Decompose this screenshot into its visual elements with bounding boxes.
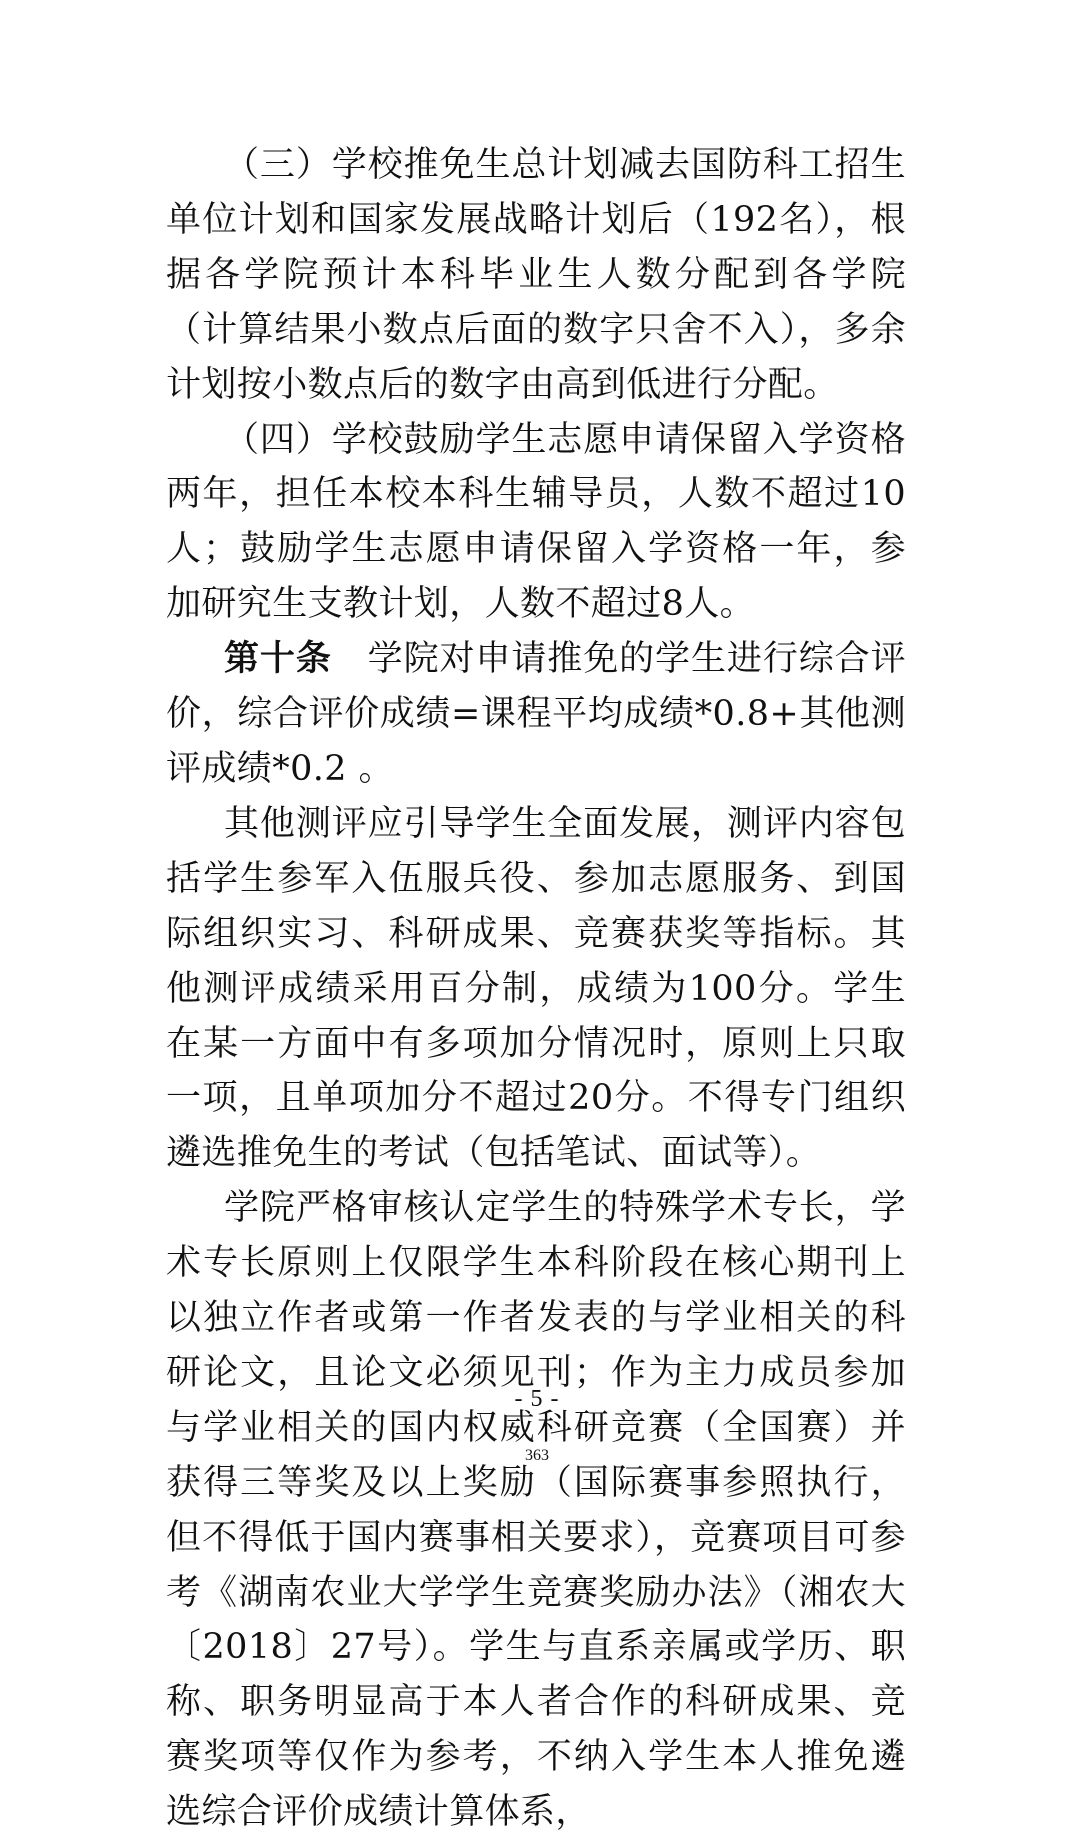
paragraph-3-allocation xyxy=(166,138,906,413)
paragraph-other-evaluation xyxy=(166,797,906,1181)
article-heading: 第十条 xyxy=(224,639,332,680)
paragraph-academic-expertise xyxy=(166,1181,906,1840)
paragraph-text: 学院对申请推免的学生进行综合评价，综合评价成绩=课程平均成绩*0.8+其他测评成绩*0.2 。 xyxy=(166,639,906,789)
document-body xyxy=(166,138,906,1840)
article-10 xyxy=(166,632,906,797)
paragraph-text: 其他测评应引导学生全面发展，测评内容包括学生参军入伍服兵役、参加志愿服务、到国际组织实习、科研成果、竞赛获奖等指标。其他测评成绩采用百分制，成绩为100分。学生在某一方面中有多项加分情况时，原则上只取一项，且单项加分不超过20分。不得专门组织遴选推免生的考试（包括笔试、面试等）。 xyxy=(166,803,906,1174)
page-number: - 5 - xyxy=(514,1386,560,1412)
paragraph-text: 学院严格审核认定学生的特殊学术专长，学术专长原则上仅限学生本科阶段在核心期刊上以独立作者或第一作者发表的与学业相关的科研论文，且论文必须见刊；作为主力成员参加与学业相关的国内权威科研竞赛（全国赛）并获得三等奖及以上奖励（国际赛事参照执行，但不得低于国内赛事相关要求），竞赛项目可参考《湖南农业大学学生竞赛奖励办法》（湘农大〔2018〕27号）。学生与直系亲属或学历、职称、职务明显高于本人者合作的科研成果、竞赛奖项等仅作为参考，不纳入学生本人推免遴选综合评价成绩计算体系， xyxy=(166,1188,906,1833)
paragraph-text: （三）学校推免生总计划减去国防科工招生单位计划和国家发展战略计划后（192名），根据各学院预计本科毕业生人数分配到各学院（计算结果小数点后面的数字只舍不入），多余计划按小数点后的数字由高到低进行分配。 xyxy=(166,145,906,405)
sheet-number: 363 xyxy=(525,1447,549,1464)
paragraph-4-retention xyxy=(166,413,906,633)
paragraph-text: （四）学校鼓励学生志愿申请保留入学资格两年，担任本校本科生辅导员，人数不超过10人；鼓励学生志愿申请保留入学资格一年，参加研究生支教计划，人数不超过8人。 xyxy=(166,419,906,625)
